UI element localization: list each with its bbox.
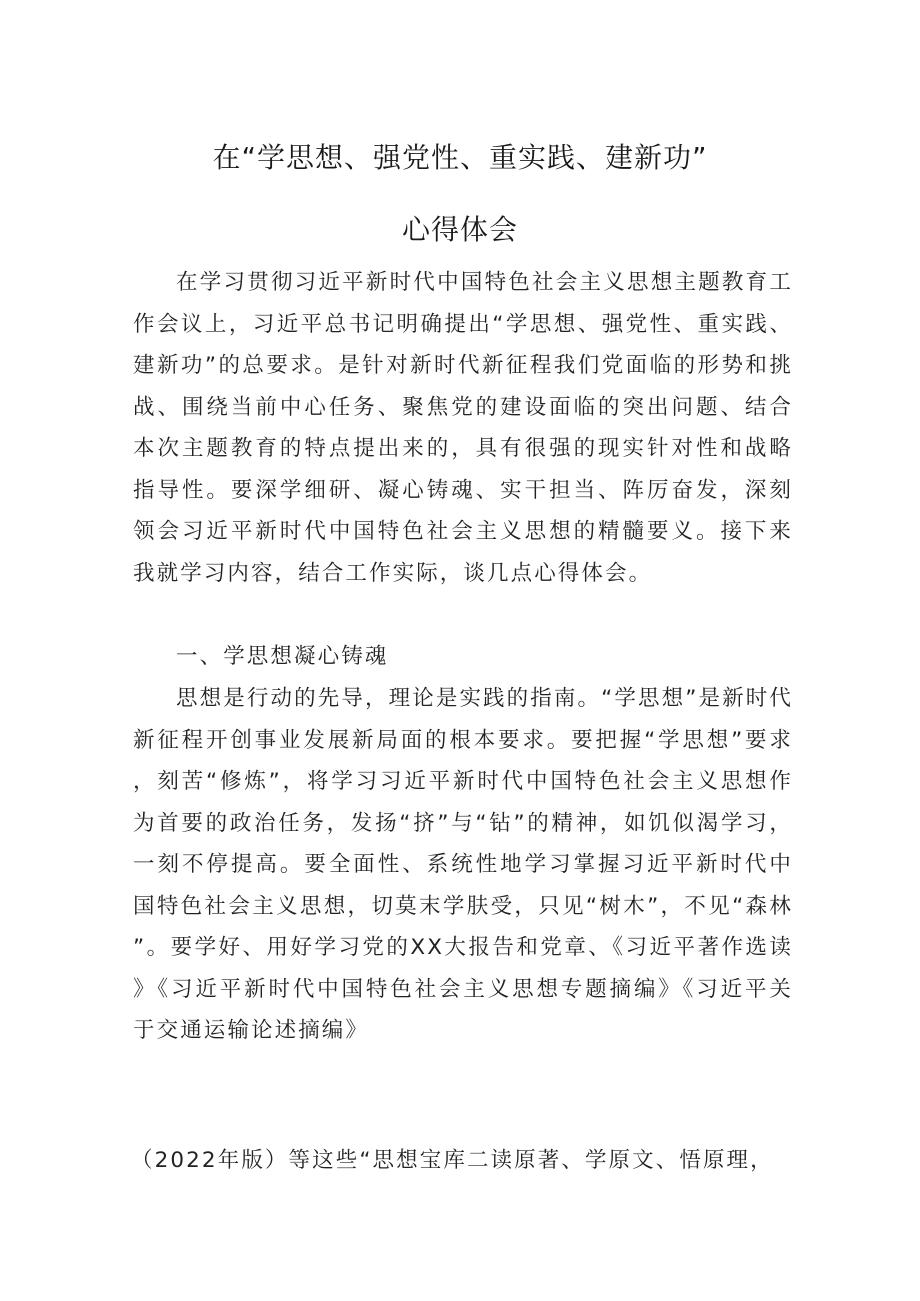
paragraph-intro: 在学习贯彻习近平新时代中国特色社会主义思想主题教育工作会议上，习近平总书记明确提出“学思想、强党性、重实践、建新功”的总要求。是针对新时代新征程我们党面临的形势和挑战、围绕当前中心任务、聚焦党的建设面临的突出问题、结合本次主题教育的特点提出来的，具有很强的现实针对性和战略指导性。要深学细研、凝心铸魂、实干担当、阵厉奋发，深刻领会习近平新时代中国特色社会主义思想的精髓要义。接下来我就学习内容，结合工作实际，谈几点心得体会。 [133, 270, 793, 586]
paragraph-section-1: 思想是行动的先导，理论是实践的指南。“学思想”是新时代新征程开创事业发展新局面的根本要求。要把握“学思想”要求，刻苦“修炼”，将学习习近平新时代中国特色社会主义思想作为首要的政治任务，发扬“挤”与“钻”的精神，如饥似渴学习，一刻不停提高。要全面性、系统性地学习掌握习近平新时代中国特色社会主义思想，切莫末学肤受，只见“树木”，不见“森林”。要学好、用好学习党的XX大报告和党章、《习近平著作选读》《习近平新时代中国特色社会主义思想专题摘编》《习近平关于交通运输论述摘编》 [133, 686, 793, 1043]
paragraph-continuation: （2022年版）等这些“思想宝库二读原著、学原文、悟原理， [131, 1148, 774, 1173]
section-heading-1: 一、学思想凝心铸魂 [176, 644, 389, 669]
document-title-line-1: 在“学思想、强党性、重实践、建新功” [212, 141, 708, 174]
document-title-line-2: 心得体会 [401, 213, 518, 246]
